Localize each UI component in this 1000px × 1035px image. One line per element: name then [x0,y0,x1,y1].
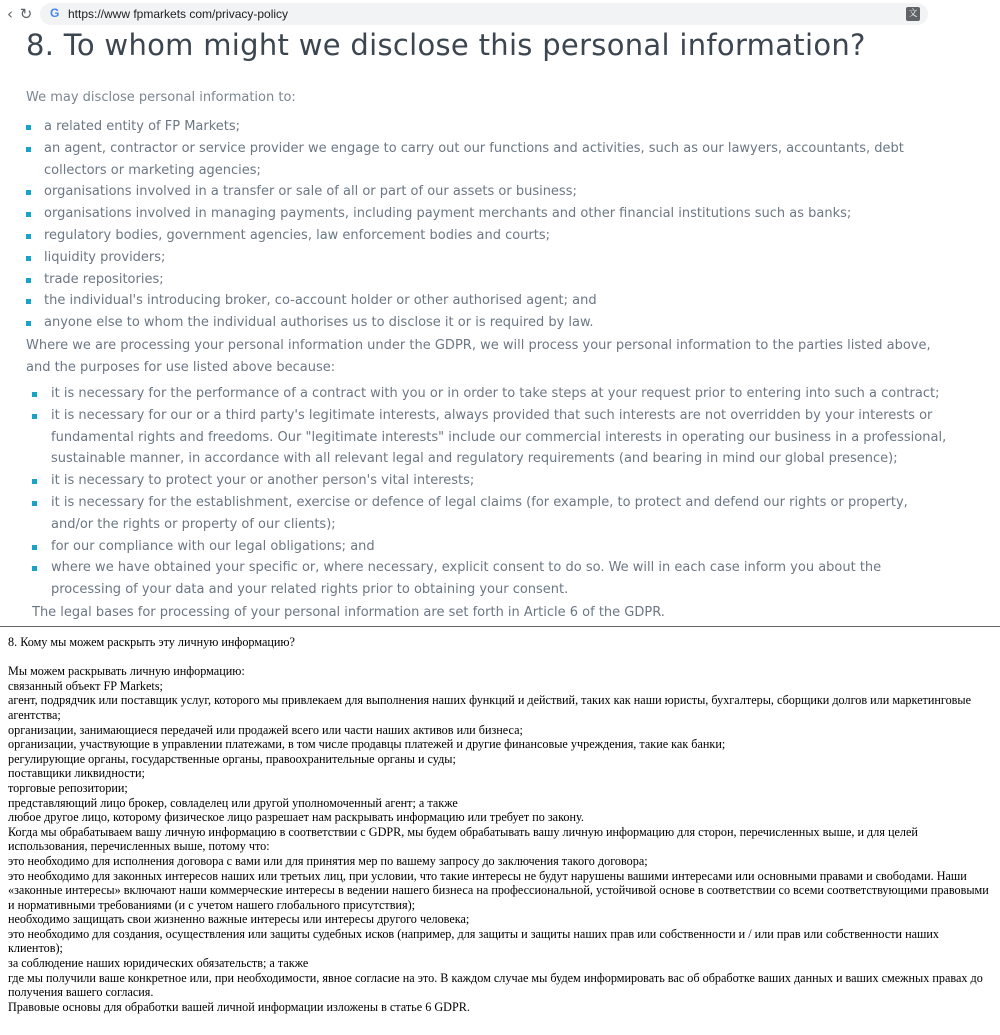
bullet-icon [26,299,31,304]
translation-line: связанный объект FP Markets; [8,678,163,693]
divider [0,626,1000,627]
bullet-icon [26,256,31,261]
translation-line: агент, подрядчик или поставщик услуг, которого мы привлекаем для выполнения наших функций и действий, таких как наши юристы, бухгалтеры, сборщики долгов или маркетинговые агентства; [8,693,972,722]
translate-icon[interactable]: 文 [906,7,920,21]
list-item: it is necessary for our or a third party's legitimate interests, always provided that such interests are not overridden by your interests or fundamental rights and freedoms. Our "legitimate interests" include our commercial interests in operating our business in a professional, sustainable manner, in accordance with all relevant legal and regulatory requirements (and bearing in mind our global presence); [32,405,952,470]
list-item: an agent, contractor or service provider we engage to carry out our functions and activities, such as our lawyers, accountants, debt collectors or marketing agencies; [26,138,946,182]
list-item: it is necessary for the establishment, exercise or defence of legal claims (for example, to protect and defend our rights or property, and/or the rights or property of our clients); [32,492,952,536]
translation-line: за соблюдение наших юридических обязательств; а также [8,956,309,971]
translation-line: представляющий лицо брокер, совладелец или другой уполномоченный агент; а также [8,795,458,810]
list-item: anyone else to whom the individual authorises us to disclose it or is required by law. [26,312,946,334]
bullet-icon [32,501,37,506]
translation-line: Правовые основы для обработки вашей личной информации изложены в статье 6 GDPR. [8,999,470,1014]
google-icon: G [50,6,60,20]
address-bar[interactable] [40,3,928,25]
russian-translation [8,635,993,1014]
back-icon[interactable]: ‹ [7,5,13,23]
bullet-icon [26,125,31,130]
translation-line: регулирующие органы, государственные органы, правоохранительные органы и суды; [8,751,456,766]
browser-toolbar [0,0,1000,28]
bullet-icon [32,414,37,419]
list-item: where we have obtained your specific or, where necessary, explicit consent to do so. We will in each case inform you about the processing of your data and your related rights prior to obtaining your consent. [32,557,952,601]
list-item: organisations involved in managing payments, including payment merchants and other financial institutions such as banks; [26,203,946,225]
reload-icon[interactable]: ↻ [19,5,33,23]
translation-line: где мы получили ваше конкретное или, при необходимости, явное согласие на это. В каждом случае мы будем информировать вас об обработке ваших данных и ваших смежных правах до получения вашего согласия. [8,970,983,1000]
list-item: trade repositories; [26,269,946,291]
translation-line: любое другое лицо, которому физическое лицо разрешает нам раскрывать информацию или требует по закону. [8,810,584,825]
page-title: 8. To whom might we disclose this personal information? [26,28,866,62]
list-item: a related entity of FP Markets; [26,116,946,138]
list-item: it is necessary for the performance of a contract with you or in order to take steps at your request prior to entering into such a contract; [32,383,952,405]
bullet-icon [26,147,31,152]
gdpr-paragraph: Where we are processing your personal information under the GDPR, we will process your personal information to the parties listed above, and the purposes for use listed above because: [26,338,931,375]
list-item: liquidity providers; [26,247,946,269]
gdpr-reasons-list [32,383,952,601]
translation-title: 8. Кому мы можем раскрыть эту личную информацию? [8,635,295,649]
bullet-icon [26,278,31,283]
bullet-icon [32,545,37,550]
translation-line: Мы можем раскрывать личную информацию: [8,664,245,679]
bullet-icon [32,479,37,484]
translation-line: это необходимо для исполнения договора с вами или для принятия мер по вашему запросу до заключения такого договора; [8,853,648,868]
translation-line: это необходимо для создания, осуществления или защиты судебных исков (например, для защиты и защиты наших прав или собственности и / или прав или собственности наших клиентов); [8,926,940,956]
list-item: organisations involved in a transfer or sale of all or part of our assets or business; [26,181,946,203]
translation-line: организации, участвующие в управлении платежами, в том числе продавцы платежей и другие финансовые учреждения, такие как банки; [8,737,726,752]
translation-line: Когда мы обрабатываем вашу личную информацию в соответствии с GDPR, мы будем обрабатывать вашу личную информацию для сторон, перечисленных выше, и для целей использования, перечисленных выше, потому что: [8,824,918,854]
translation-line: поставщики ликвидности; [8,766,145,781]
translation-line: торговые репозитории; [8,780,128,795]
blank-line [8,650,993,665]
legal-bases-paragraph: The legal bases for processing of your personal information are set forth in Article 6 of the GDPR. [32,605,665,620]
list-item: regulatory bodies, government agencies, law enforcement bodies and courts; [26,225,946,247]
list-item: the individual's introducing broker, co-account holder or other authorised agent; and [26,290,946,312]
bullet-icon [26,321,31,326]
bullet-icon [32,392,37,397]
bullet-icon [32,566,37,571]
disclosure-intro: We may disclose personal information to: [26,90,296,105]
translation-line: это необходимо для законных интересов наших или третьих лиц, при условии, что такие интересы не будут нарушены вашими интересами или основными правами и свободами. Наши «законные интересы» включают наши коммерческие интересы в ведении нашего бизнеса на профессиональной, устойчивой основе в соответствии со всеми соответствующими правовыми и нормативными требованиями (и с учетом нашего глобального присутствия); [8,868,989,912]
bullet-icon [26,212,31,217]
privacy-policy-section [0,28,1000,622]
bullet-icon [26,234,31,239]
bullet-icon [26,190,31,195]
translation-line: необходимо защищать свои жизненно важные интересы или интересы другого человека; [8,912,470,927]
list-item: it is necessary to protect your or another person's vital interests; [32,470,952,492]
url-text[interactable]: https://www fpmarkets com/privacy-policy [68,7,289,21]
translation-line: организации, занимающиеся передачей или продажей всего или части наших активов или бизнеса; [8,722,523,737]
disclosee-list [26,116,946,334]
list-item: for our compliance with our legal obligations; and [32,536,952,558]
